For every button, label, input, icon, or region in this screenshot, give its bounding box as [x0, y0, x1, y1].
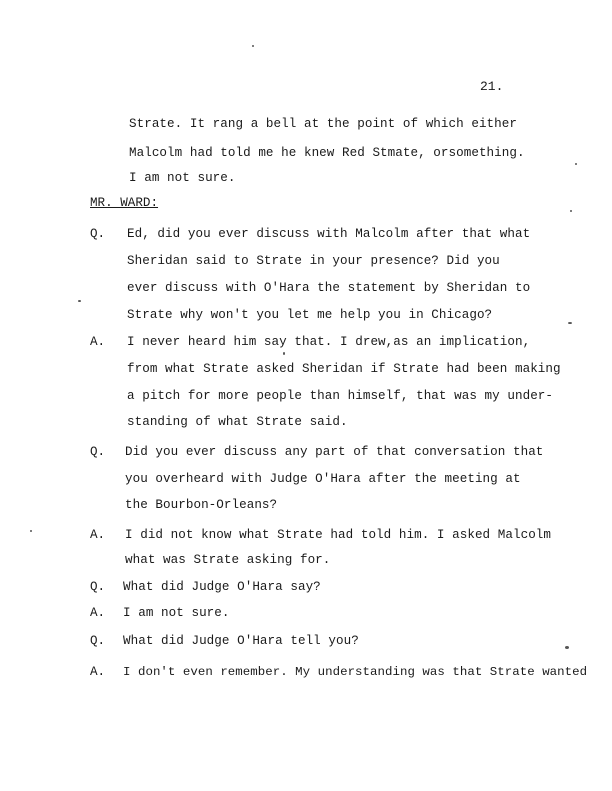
page-number: 21.: [480, 79, 504, 94]
question-marker: Q.: [90, 580, 106, 594]
scan-speck: [565, 646, 569, 649]
text-line: you overheard with Judge O'Hara after the meeting at: [125, 472, 521, 486]
text-line: Malcolm had told me he knew Red Stmate, orsomething.: [129, 146, 525, 160]
text-line: Strate why won't you let me help you in Chicago?: [127, 308, 493, 322]
speaker-label: MR. WARD:: [90, 196, 159, 210]
scan-speck: [575, 163, 577, 165]
text-line: what was Strate asking for.: [125, 553, 331, 567]
scan-speck: [252, 45, 254, 47]
answer-marker: A.: [90, 665, 106, 679]
text-line: What did Judge O'Hara tell you?: [123, 634, 359, 648]
text-line: Ed, did you ever discuss with Malcolm after that what: [127, 227, 531, 241]
scan-speck: [30, 530, 32, 532]
text-line: I am not sure.: [123, 606, 230, 620]
text-line: the Bourbon-Orleans?: [125, 498, 278, 512]
answer-marker: A.: [90, 528, 106, 542]
text-line: I never heard him say that. I drew,as an implication,: [127, 335, 531, 349]
answer-marker: A.: [90, 606, 106, 620]
text-line: from what Strate asked Sheridan if Strate had been making: [127, 362, 561, 376]
text-line: I am not sure.: [129, 171, 236, 185]
scan-speck: [283, 352, 285, 355]
text-line: a pitch for more people than himself, that was my under-: [127, 389, 554, 403]
text-line: Strate. It rang a bell at the point of which either: [129, 117, 517, 131]
text-line: Did you ever discuss any part of that conversation that: [125, 445, 544, 459]
scan-speck: [570, 210, 572, 212]
scan-speck: [568, 322, 572, 324]
question-marker: Q.: [90, 227, 106, 241]
question-marker: Q.: [90, 634, 106, 648]
question-marker: Q.: [90, 445, 106, 459]
scan-speck: [78, 300, 81, 302]
text-line: Sheridan said to Strate in your presence? Did you: [127, 254, 500, 268]
text-line: standing of what Strate said.: [127, 415, 348, 429]
text-line: ever discuss with O'Hara the statement by Sheridan to: [127, 281, 531, 295]
text-line: I did not know what Strate had told him. I asked Malcolm: [125, 528, 552, 542]
text-line: I don't even remember. My understanding was that Strate wanted: [123, 665, 588, 679]
text-line: What did Judge O'Hara say?: [123, 580, 321, 594]
answer-marker: A.: [90, 335, 106, 349]
